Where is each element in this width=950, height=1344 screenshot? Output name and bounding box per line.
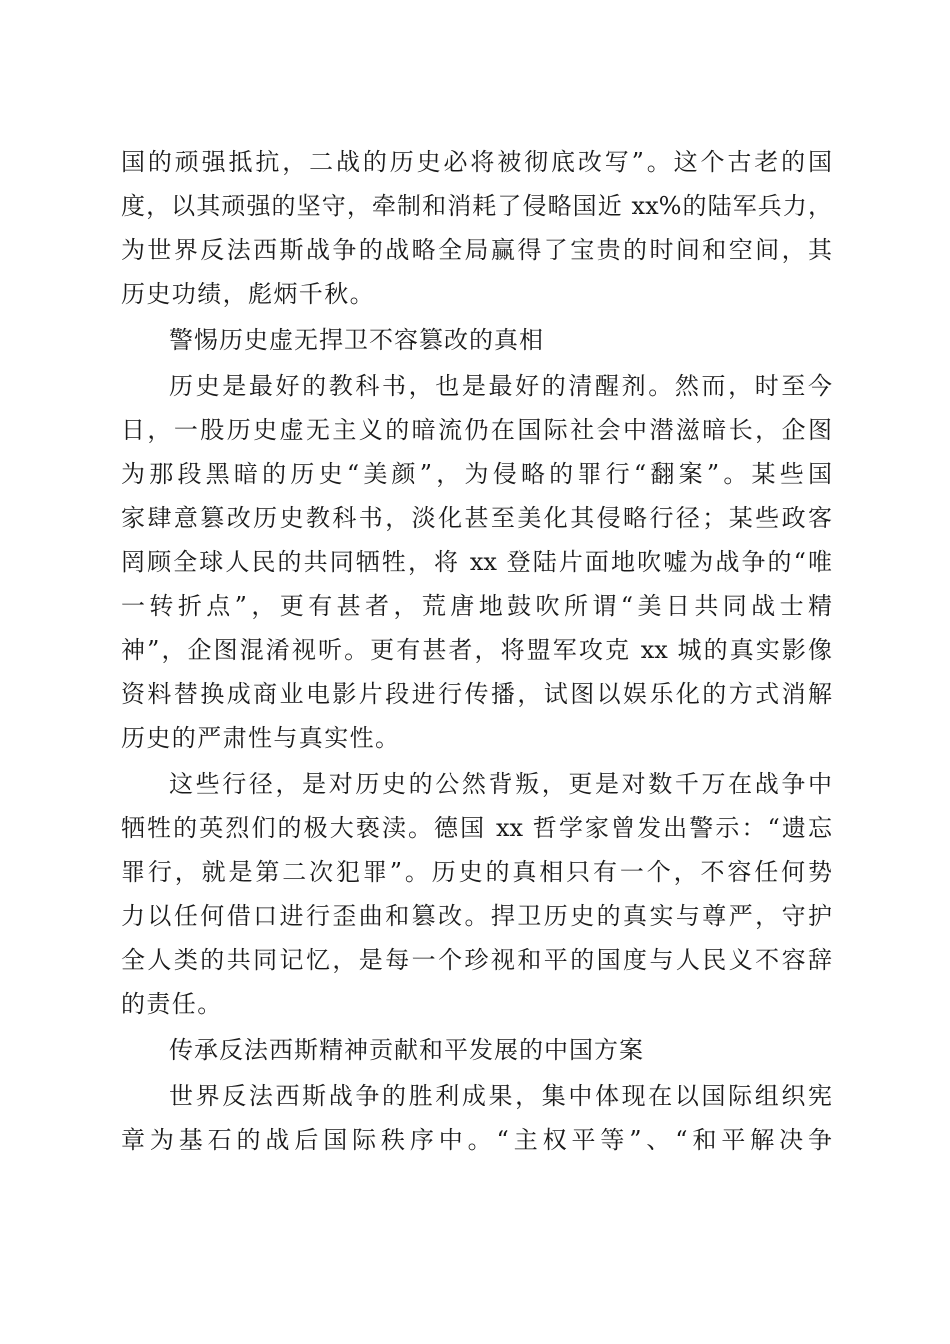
text-line: 历史的严肃性与真实性。 bbox=[121, 724, 401, 752]
text-line: 为世界反法西斯战争的战略全局赢得了宝贵的时间和空间，其 bbox=[121, 236, 832, 264]
text-line: 的责任。 bbox=[121, 990, 223, 1018]
text-line: 牺牲的英烈们的极大亵渎。德国 xx 哲学家曾发出警示：“遗忘 bbox=[121, 814, 832, 842]
text-line: 为那段黑暗的历史“美颜”，为侵略的罪行“翻案”。某些国 bbox=[121, 460, 832, 488]
text-line: 日，一股历史虚无主义的暗流仍在国际社会中潜滋暗长，企图 bbox=[121, 416, 832, 444]
text-line: 力以任何借口进行歪曲和篡改。捍卫历史的真实与尊严，守护 bbox=[121, 902, 832, 930]
text-line: 一转折点”，更有甚者，荒唐地鼓吹所谓“美日共同战士精 bbox=[121, 592, 832, 620]
text-line: 家肆意篡改历史教科书，淡化甚至美化其侵略行径；某些政客 bbox=[121, 504, 832, 532]
text-line: 历史是最好的教科书，也是最好的清醒剂。然而，时至今 bbox=[169, 372, 832, 400]
section-heading: 传承反法西斯精神贡献和平发展的中国方案 bbox=[169, 1036, 644, 1064]
text-line: 罪行，就是第二次犯罪”。历史的真相只有一个，不容任何势 bbox=[121, 858, 832, 886]
text-line: 神”，企图混淆视听。更有甚者，将盟军攻克 xx 城的真实影像 bbox=[121, 636, 832, 664]
text-line: 这些行径，是对历史的公然背叛，更是对数千万在战争中 bbox=[169, 770, 832, 798]
text-line: 资料替换成商业电影片段进行传播，试图以娱乐化的方式消解 bbox=[121, 680, 832, 708]
text-line: 世界反法西斯战争的胜利成果，集中体现在以国际组织宪 bbox=[169, 1082, 832, 1110]
text-line: 历史功绩，彪炳千秋。 bbox=[121, 280, 375, 308]
text-line: 国的顽强抵抗，二战的历史必将被彻底改写”。这个古老的国 bbox=[121, 148, 832, 176]
text-line: 度，以其顽强的坚守，牵制和消耗了侵略国近 xx%的陆军兵力， bbox=[121, 192, 832, 220]
text-line: 罔顾全球人民的共同牺牲，将 xx 登陆片面地吹嘘为战争的“唯 bbox=[121, 548, 832, 576]
section-heading: 警惕历史虚无捍卫不容篡改的真相 bbox=[169, 326, 544, 354]
text-line: 全人类的共同记忆，是每一个珍视和平的国度与人民义不容辞 bbox=[121, 946, 832, 974]
text-line: 章为基石的战后国际秩序中。“主权平等”、“和平解决争 bbox=[121, 1126, 832, 1154]
